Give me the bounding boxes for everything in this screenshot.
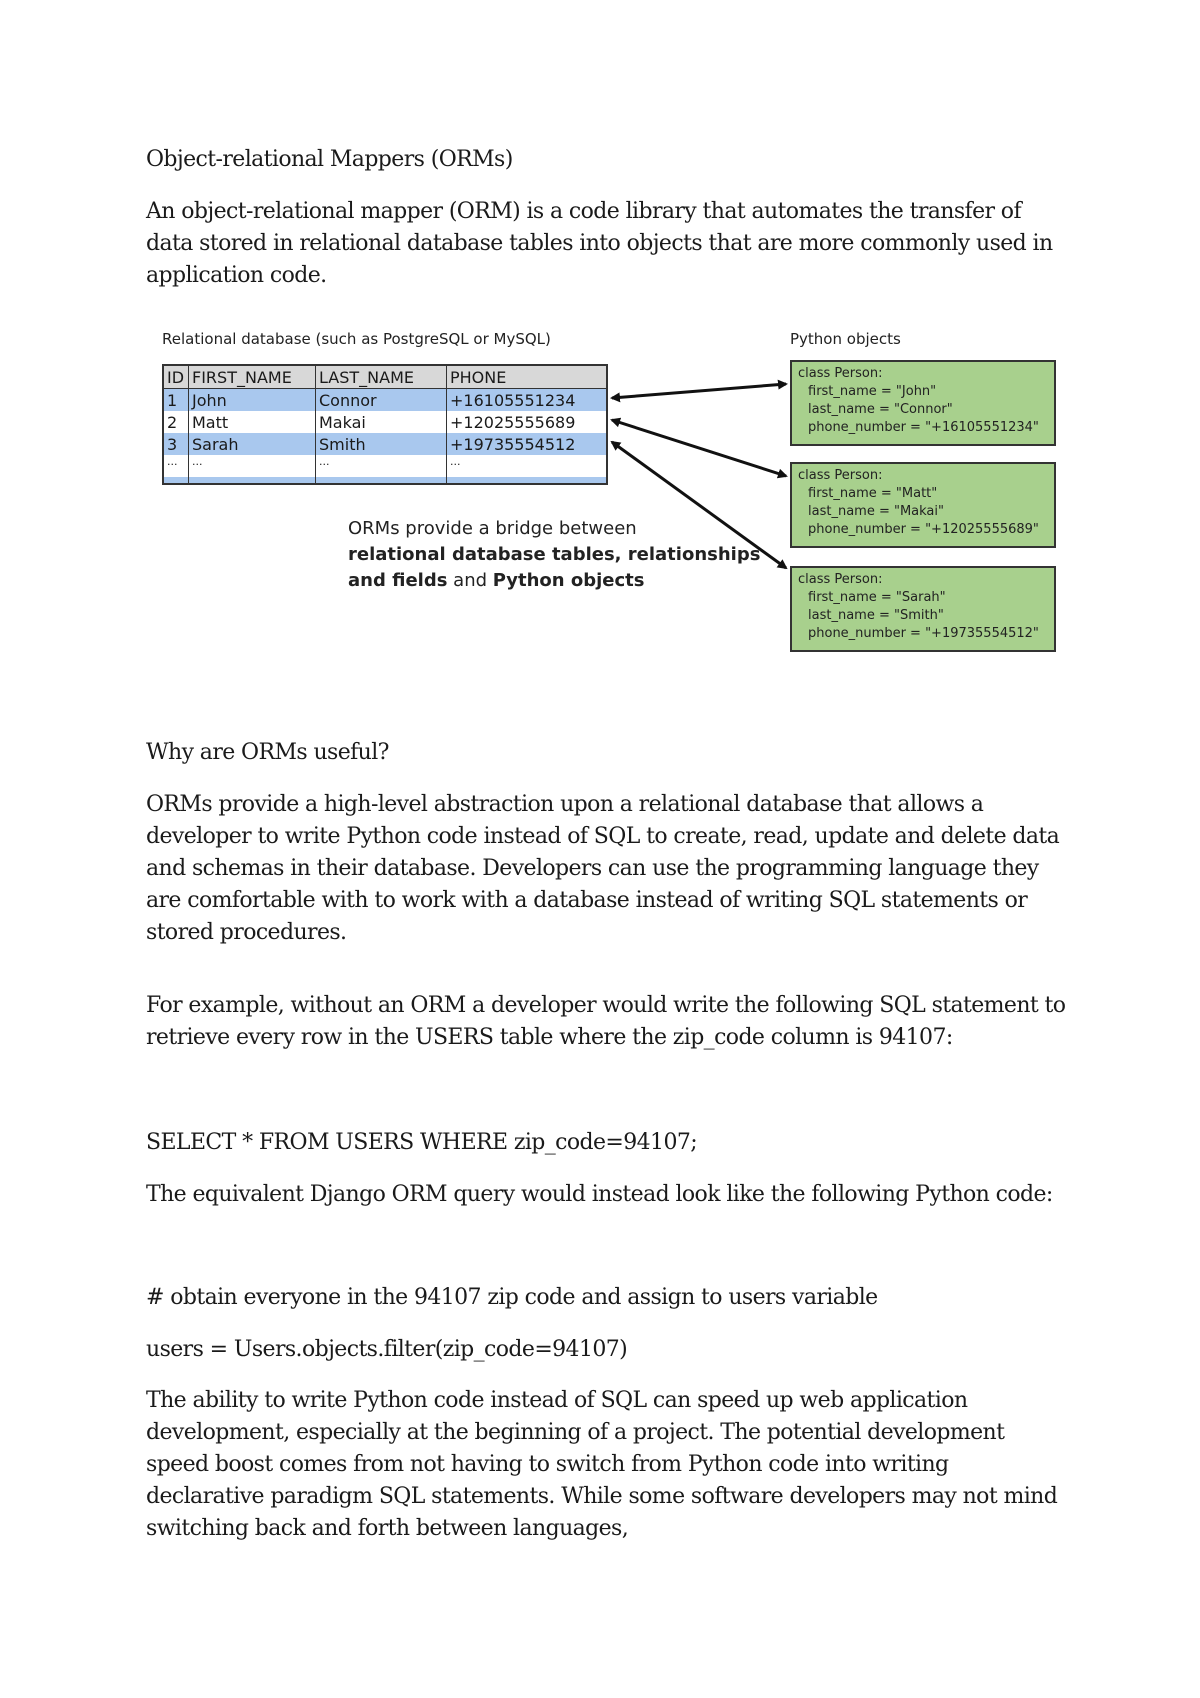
arrow-row2-to-object2 xyxy=(612,420,786,476)
cell-first-name: ... xyxy=(189,455,316,477)
first-name-line: first_name = "Sarah" xyxy=(808,590,946,605)
python-object-box xyxy=(790,462,1056,548)
django-intro-paragraph: The equivalent Django ORM query would instead look like the following Python code: xyxy=(146,1182,1053,1207)
last-name-line: last_name = "Makai" xyxy=(808,504,944,519)
diagram-caption xyxy=(348,516,760,594)
last-name-line: last_name = "Smith" xyxy=(808,608,944,623)
arrow-row1-to-object1 xyxy=(612,384,786,398)
why-paragraph: ORMs provide a high-level abstraction upon a relational database that allows a developer to write Python code instead of SQL to create, read, update and delete data and schemas in their database. Developers can use the programming language they are comfortable with to work with a database instead of writing SQL statements or stored procedures. xyxy=(146,792,1060,945)
class-line: class Person: xyxy=(798,468,883,483)
col-header-last-name: LAST_NAME xyxy=(316,365,447,389)
example-paragraph: For example, without an ORM a developer would write the following SQL statement to retrieve every row in the USERS table where the zip_code column is 94107: xyxy=(146,993,1066,1050)
sql-statement: SELECT * FROM USERS WHERE zip_code=94107; xyxy=(146,1130,698,1155)
python-object-box xyxy=(790,360,1056,446)
cell-phone: +19735554512 xyxy=(447,433,608,455)
cell-phone: +16105551234 xyxy=(447,389,608,412)
col-header-first-name: FIRST_NAME xyxy=(189,365,316,389)
class-line: class Person: xyxy=(798,366,883,381)
cell-phone: ... xyxy=(447,455,608,477)
caption-line-2: relational database tables, relationships xyxy=(348,544,761,565)
cell-last-name: Makai xyxy=(316,411,447,433)
phone-line: phone_number = "+19735554512" xyxy=(808,626,1039,641)
cell-last-name: ... xyxy=(316,455,447,477)
cell-first-name: Sarah xyxy=(189,433,316,455)
cell-id: 3 xyxy=(163,433,189,455)
col-header-phone: PHONE xyxy=(447,365,608,389)
cell-last-name: Connor xyxy=(316,389,447,412)
cell-id: 2 xyxy=(163,411,189,433)
caption-bold-python: Python objects xyxy=(492,570,645,591)
last-name-line: last_name = "Connor" xyxy=(808,402,953,417)
cell-first-name: Matt xyxy=(189,411,316,433)
python-object-box xyxy=(790,566,1056,652)
cell-id: 1 xyxy=(163,389,189,412)
intro-paragraph: An object-relational mapper (ORM) is a code library that automates the transfer of data stored in relational database tables into objects that are more commonly used in application code. xyxy=(146,199,1053,288)
phone-line: phone_number = "+16105551234" xyxy=(808,420,1039,435)
python-objects-label: Python objects xyxy=(790,330,901,348)
orm-diagram xyxy=(150,322,1070,662)
first-name-line: first_name = "Matt" xyxy=(808,486,938,501)
cell-first-name: John xyxy=(189,389,316,412)
caption-mid: and xyxy=(447,570,493,591)
class-line: class Person: xyxy=(798,572,883,587)
db-label: Relational database (such as PostgreSQL or MySQL) xyxy=(162,330,551,348)
caption-bold-fields: and fields xyxy=(348,570,448,591)
code-line: users = Users.objects.filter(zip_code=94107) xyxy=(146,1337,628,1362)
phone-line: phone_number = "+12025555689" xyxy=(808,522,1039,537)
cell-id: ... xyxy=(163,455,189,477)
code-comment: # obtain everyone in the 94107 zip code and assign to users variable xyxy=(146,1285,878,1310)
first-name-line: first_name = "John" xyxy=(808,384,937,399)
caption-line-1: ORMs provide a bridge between xyxy=(348,518,637,539)
page-title: Object-relational Mappers (ORMs) xyxy=(146,147,513,172)
col-header-id: ID xyxy=(163,365,189,389)
closing-paragraph: The ability to write Python code instead of SQL can speed up web application development, especially at the beginning of a project. The potential development speed boost comes from not having to switch from Python code into writing declarative paradigm SQL statements. While some software developers may not mind switching back and forth between languages, xyxy=(146,1388,1058,1541)
section-heading-why: Why are ORMs useful? xyxy=(146,740,389,765)
cell-last-name: Smith xyxy=(316,433,447,455)
cell-phone: +12025555689 xyxy=(447,411,608,433)
